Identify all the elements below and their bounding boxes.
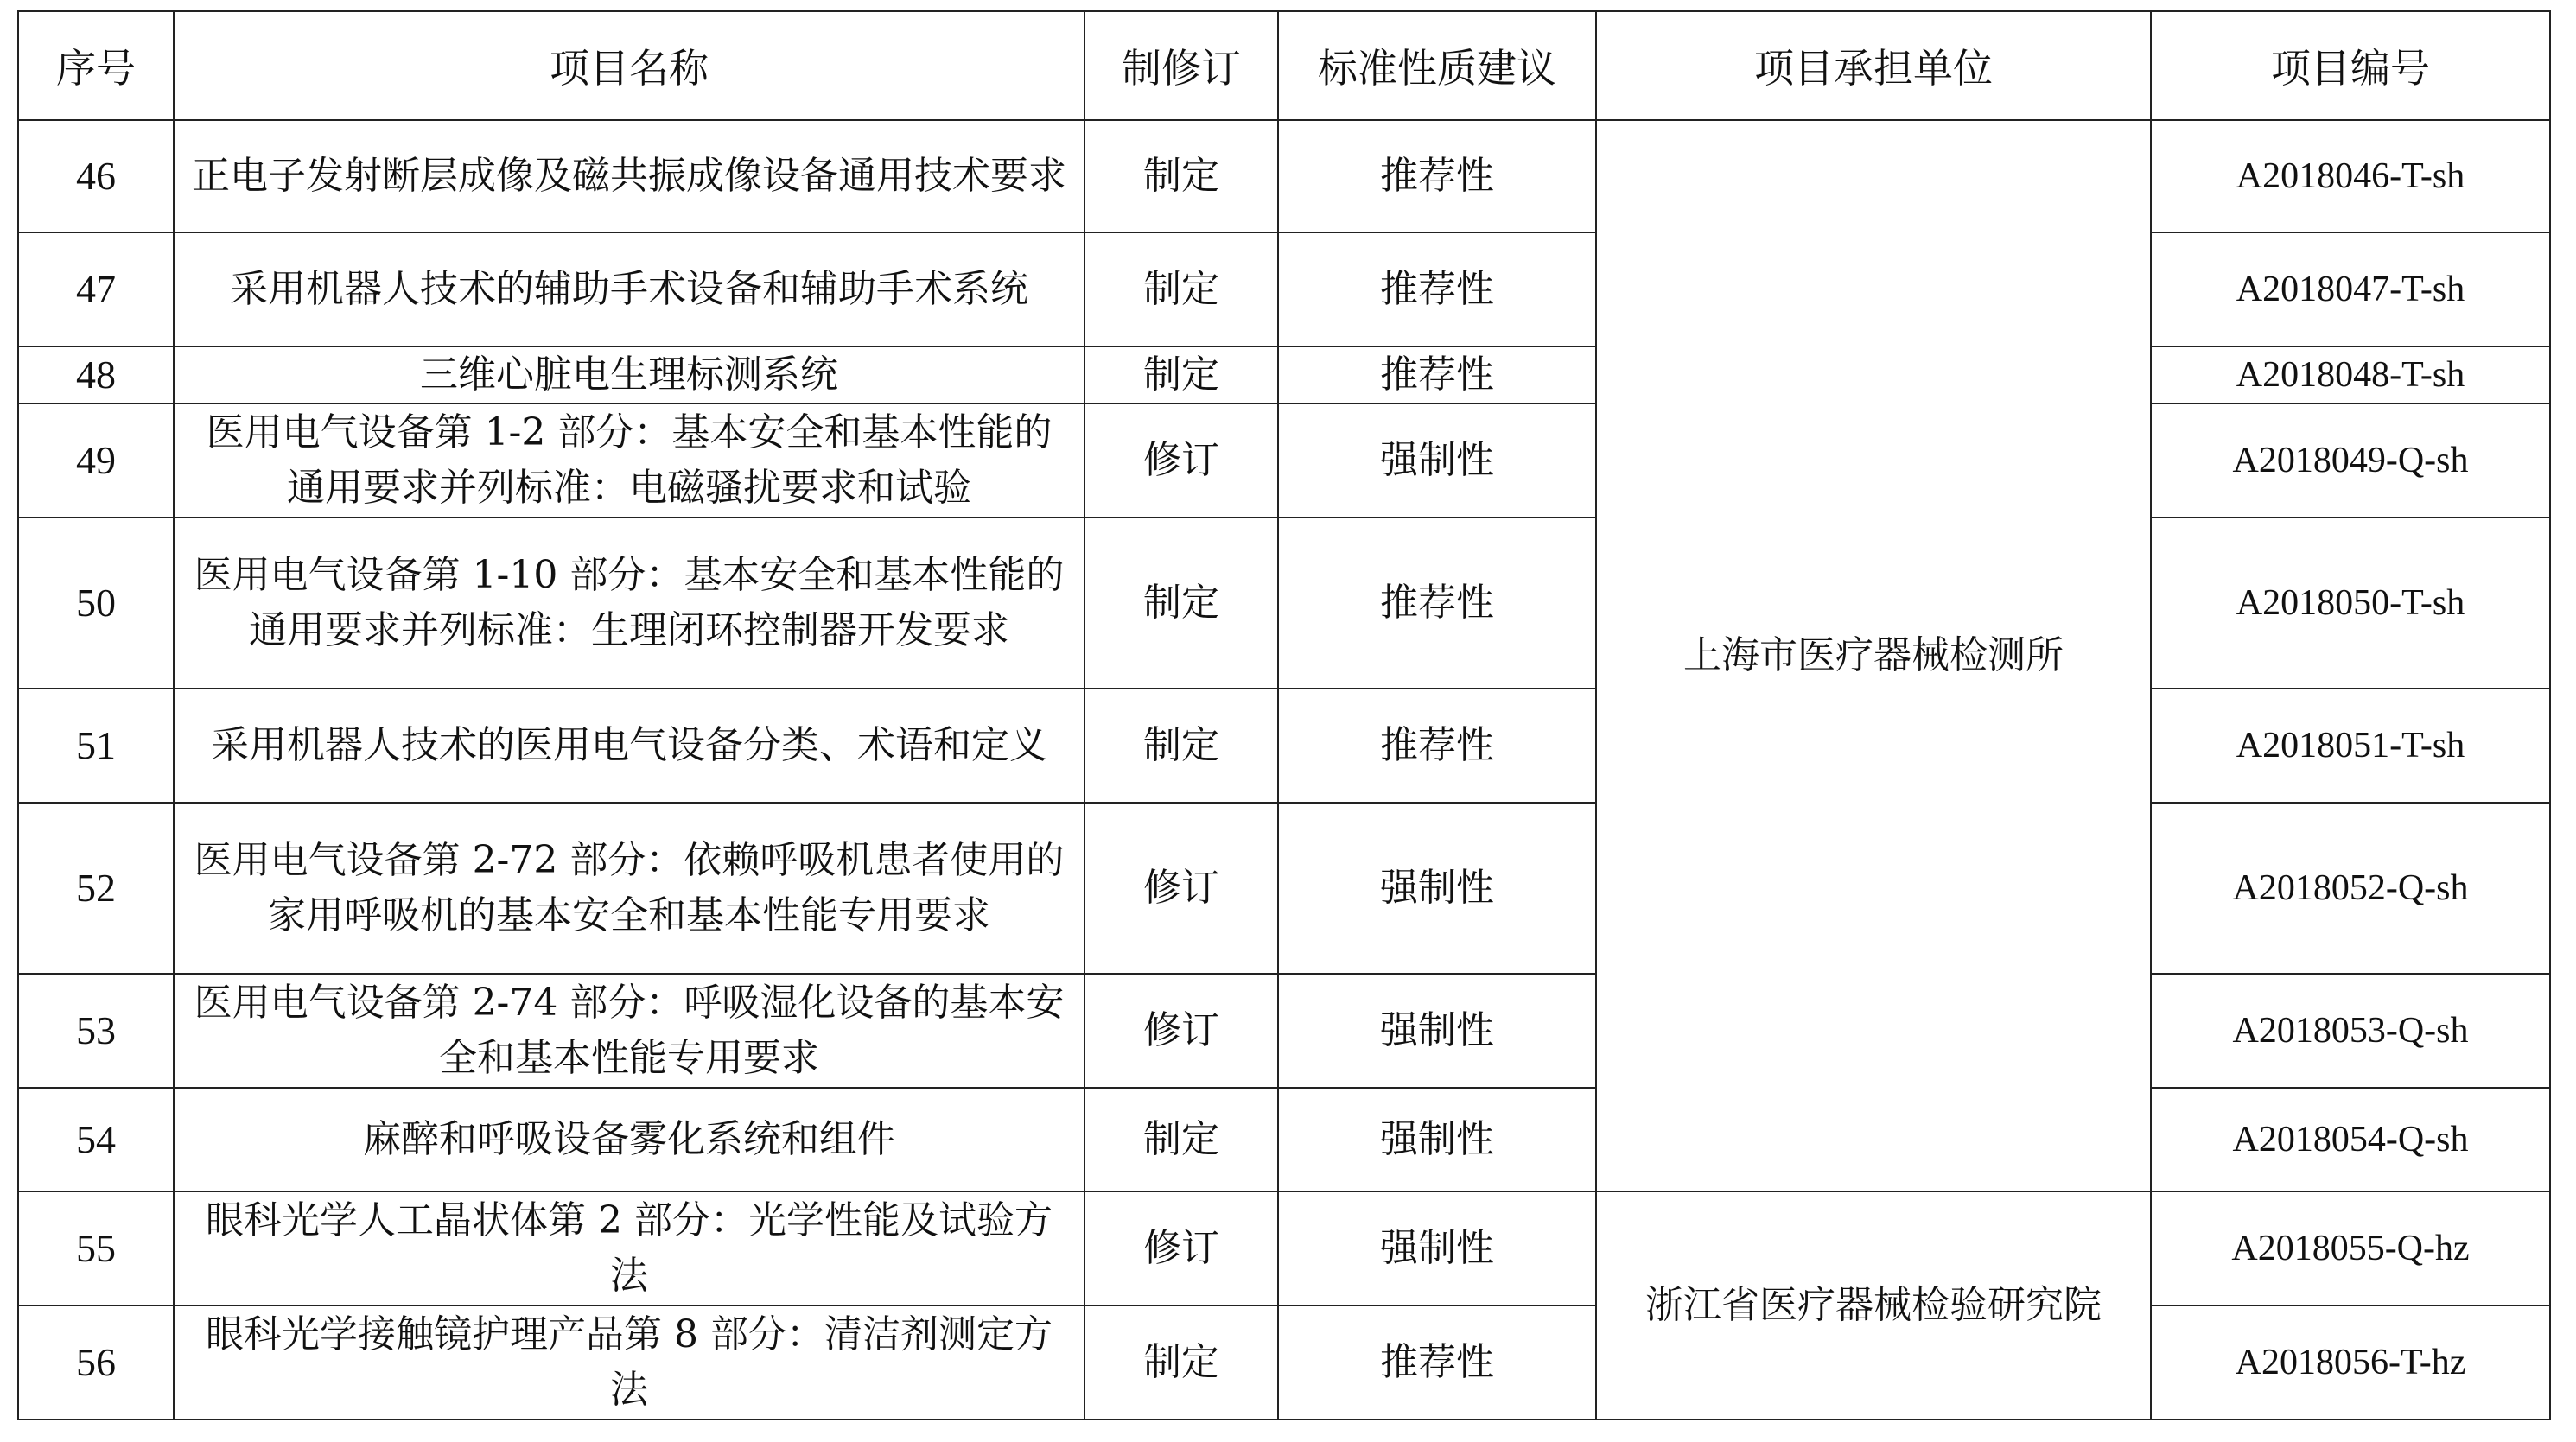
row-revision: 制定 — [1084, 518, 1278, 689]
row-seq: 55 — [18, 1191, 174, 1305]
row-seq: 47 — [18, 232, 174, 346]
standards-project-table — [17, 10, 2551, 1420]
row-revision: 制定 — [1084, 689, 1278, 803]
row-nature: 强制性 — [1278, 403, 1596, 518]
row-project-name: 三维心脏电生理标测系统 — [174, 346, 1084, 403]
row-project-name: 眼科光学人工晶状体第 2 部分：光学性能及试验方法 — [174, 1191, 1084, 1305]
row-nature: 强制性 — [1278, 974, 1596, 1088]
row-nature: 强制性 — [1278, 1088, 1596, 1191]
header-standard-nature: 标准性质建议 — [1278, 11, 1596, 120]
row-revision: 制定 — [1084, 232, 1278, 346]
header-seq: 序号 — [18, 11, 174, 120]
row-project-name: 采用机器人技术的医用电气设备分类、术语和定义 — [174, 689, 1084, 803]
row-nature: 强制性 — [1278, 803, 1596, 974]
row-project-code: A2018055-Q-hz — [2151, 1191, 2550, 1305]
unit-shanghai: 上海市医疗器械检测所 — [1596, 120, 2151, 1191]
table-row — [18, 346, 2550, 403]
header-revision: 制修订 — [1084, 11, 1278, 120]
row-revision: 修订 — [1084, 803, 1278, 974]
table-row — [18, 403, 2550, 518]
header-undertaking-unit: 项目承担单位 — [1596, 11, 2151, 120]
row-project-code: A2018049-Q-sh — [2151, 403, 2550, 518]
table-row — [18, 232, 2550, 346]
row-revision: 修订 — [1084, 974, 1278, 1088]
row-revision: 修订 — [1084, 1191, 1278, 1305]
table-row — [18, 120, 2550, 232]
standards-table-container — [17, 10, 2551, 1420]
row-project-name: 医用电气设备第 2-74 部分：呼吸湿化设备的基本安全和基本性能专用要求 — [174, 974, 1084, 1088]
header-project-code: 项目编号 — [2151, 11, 2550, 120]
row-project-code: A2018053-Q-sh — [2151, 974, 2550, 1088]
unit-zhejiang: 浙江省医疗器械检验研究院 — [1596, 1191, 2151, 1420]
row-project-name: 麻醉和呼吸设备雾化系统和组件 — [174, 1088, 1084, 1191]
table-row — [18, 689, 2550, 803]
table-row — [18, 518, 2550, 689]
row-project-name: 医用电气设备第 2-72 部分：依赖呼吸机患者使用的家用呼吸机的基本安全和基本性能专用要求 — [174, 803, 1084, 974]
row-nature: 强制性 — [1278, 1191, 1596, 1305]
row-project-name: 医用电气设备第 1-2 部分：基本安全和基本性能的通用要求并列标准：电磁骚扰要求和试验 — [174, 403, 1084, 518]
row-seq: 52 — [18, 803, 174, 974]
row-project-code: A2018051-T-sh — [2151, 689, 2550, 803]
row-seq: 49 — [18, 403, 174, 518]
row-project-code: A2018047-T-sh — [2151, 232, 2550, 346]
row-revision: 修订 — [1084, 403, 1278, 518]
row-project-code: A2018046-T-sh — [2151, 120, 2550, 232]
row-project-name: 采用机器人技术的辅助手术设备和辅助手术系统 — [174, 232, 1084, 346]
row-project-code: A2018054-Q-sh — [2151, 1088, 2550, 1191]
row-seq: 46 — [18, 120, 174, 232]
row-nature: 推荐性 — [1278, 232, 1596, 346]
row-seq: 50 — [18, 518, 174, 689]
row-project-name: 正电子发射断层成像及磁共振成像设备通用技术要求 — [174, 120, 1084, 232]
header-project-name: 项目名称 — [174, 11, 1084, 120]
row-seq: 54 — [18, 1088, 174, 1191]
row-seq: 51 — [18, 689, 174, 803]
row-nature: 推荐性 — [1278, 346, 1596, 403]
row-revision: 制定 — [1084, 1088, 1278, 1191]
row-nature: 推荐性 — [1278, 518, 1596, 689]
row-revision: 制定 — [1084, 120, 1278, 232]
header-row — [18, 11, 2550, 120]
row-project-name: 眼科光学接触镜护理产品第 8 部分：清洁剂测定方法 — [174, 1305, 1084, 1420]
table-row — [18, 1305, 2550, 1420]
table-row — [18, 1191, 2550, 1305]
row-project-code: A2018052-Q-sh — [2151, 803, 2550, 974]
row-nature: 推荐性 — [1278, 120, 1596, 232]
row-nature: 推荐性 — [1278, 1305, 1596, 1420]
row-seq: 53 — [18, 974, 174, 1088]
table-row — [18, 974, 2550, 1088]
row-project-code: A2018056-T-hz — [2151, 1305, 2550, 1420]
row-project-name: 医用电气设备第 1-10 部分：基本安全和基本性能的通用要求并列标准：生理闭环控制器开发要求 — [174, 518, 1084, 689]
row-seq: 48 — [18, 346, 174, 403]
row-seq: 56 — [18, 1305, 174, 1420]
row-revision: 制定 — [1084, 346, 1278, 403]
row-revision: 制定 — [1084, 1305, 1278, 1420]
table-row — [18, 803, 2550, 974]
row-nature: 推荐性 — [1278, 689, 1596, 803]
table-row — [18, 1088, 2550, 1191]
row-project-code: A2018050-T-sh — [2151, 518, 2550, 689]
row-project-code: A2018048-T-sh — [2151, 346, 2550, 403]
